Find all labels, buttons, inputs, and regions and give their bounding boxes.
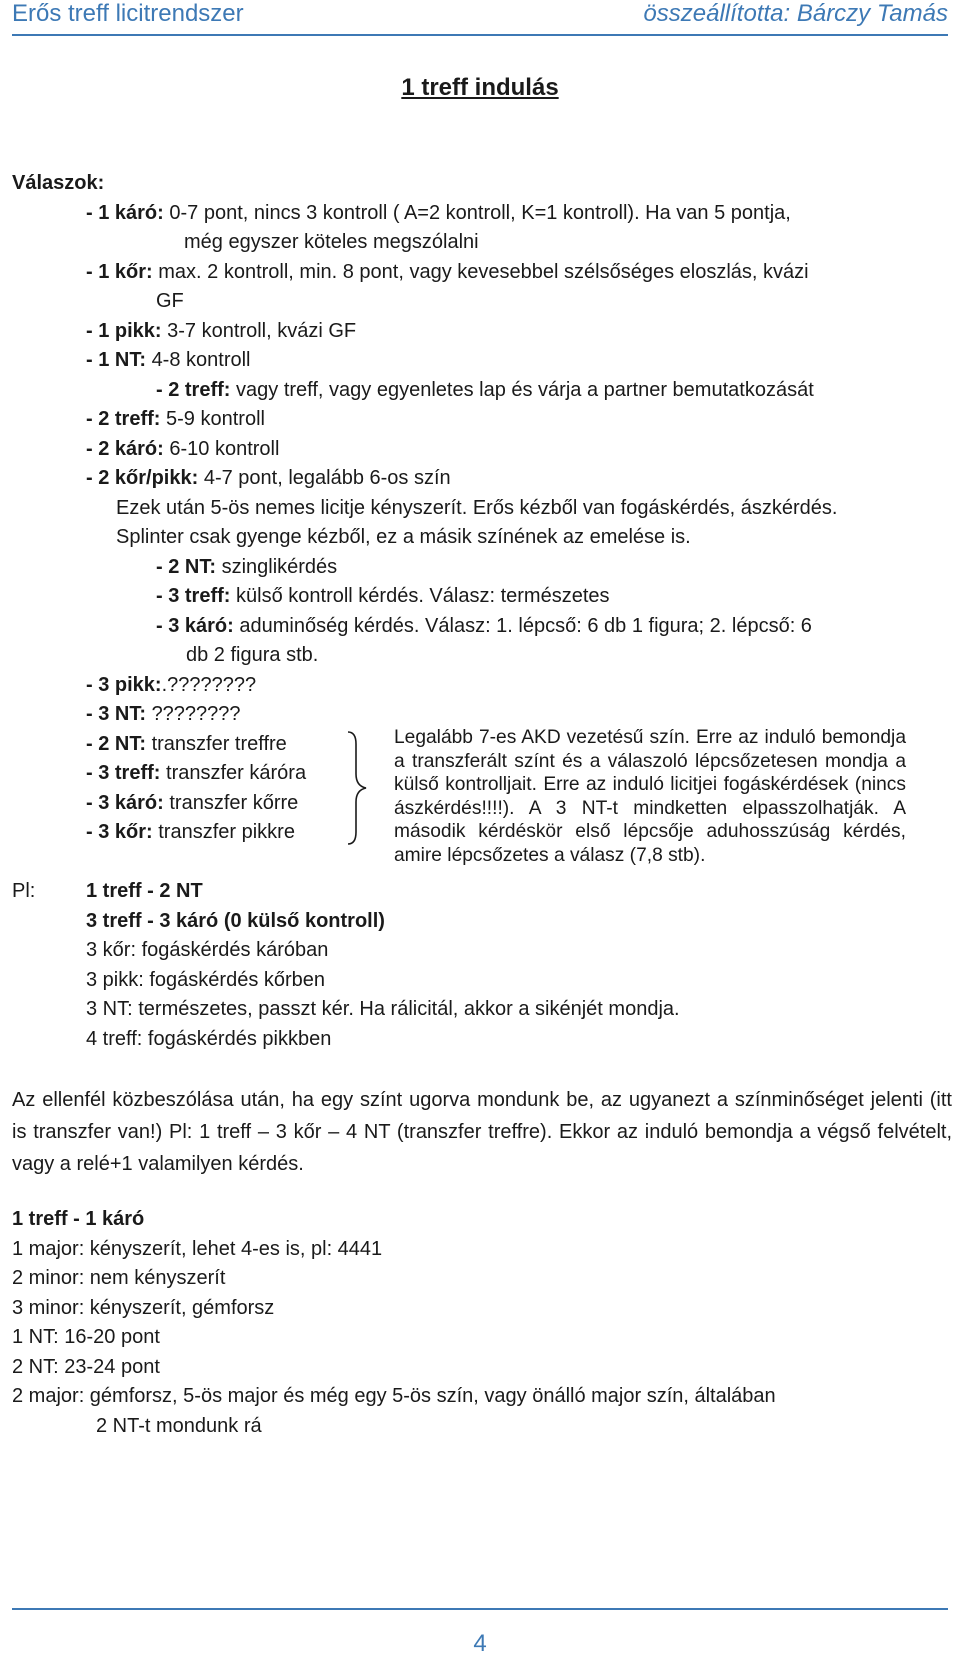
answer-1nt-rebid: - 2 treff: vagy treff, vagy egyenletes lap és várja a partner bemutatkozását: [156, 379, 814, 401]
weak-note-1: Ezek után 5-ös nemes licitje kényszerít. Erős kézből van fogáskérdés, ászkérdés.: [116, 497, 838, 519]
section-line: 2 minor: nem kényszerít: [12, 1267, 226, 1289]
example-line: 3 pikk: fogáskérdés kőrben: [86, 969, 326, 991]
example-line: 3 treff - 3 káró (0 külső kontroll): [86, 910, 385, 932]
section-line: 2 NT-t mondunk rá: [96, 1415, 262, 1437]
example-line: 1 treff - 2 NT: [86, 880, 203, 902]
weak-note-2: Splinter csak gyenge kézből, ez a másik színének az emelése is.: [116, 526, 691, 548]
answer-1-diamond: - 1 káró: 0-7 pont, nincs 3 kontroll ( A=2 kontroll, K=1 kontroll). Ha van 5 pontja,: [86, 202, 791, 224]
page-title: 1 treff indulás: [401, 74, 559, 101]
section-line: 1 major: kényszerít, lehet 4-es is, pl: 4441: [12, 1238, 383, 1260]
answer-1-nt: - 1 NT: 4-8 kontroll: [86, 349, 251, 371]
header-divider: [12, 34, 948, 36]
running-header-right: összeállította: Bárczy Tamás: [643, 0, 948, 27]
answer-3-nt: - 3 NT: ????????: [86, 703, 241, 725]
section-line: 1 NT: 16-20 pont: [12, 1326, 160, 1348]
example-line: 3 NT: természetes, passzt kér. Ha rálicitál, akkor a sikénjét mondja.: [86, 998, 680, 1020]
weak-followup-3d-cont: db 2 figura stb.: [186, 644, 319, 666]
answer-1-diamond-cont: még egyszer köteles megszólalni: [184, 231, 479, 253]
answer-1-spade: - 1 pikk: 3-7 kontroll, kvázi GF: [86, 320, 357, 342]
answer-2-diamond: - 2 káró: 6-10 kontroll: [86, 438, 280, 460]
curly-brace: [344, 728, 374, 848]
interference-paragraph: Az ellenfél közbeszólása után, ha egy színt ugorva mondunk be, az ugyanezt a színminőséget jelenti (itt is transzfer van!) Pl: 1 treff – 3 kőr – 4 NT (transzfer treffre). Ekkor az induló bemondja a végső felvételt, vagy a relé+1 valamilyen kérdés.: [12, 1089, 952, 1175]
example-line: 3 kőr: fogáskérdés káróban: [86, 939, 329, 961]
transfer-spades: - 3 kőr: transzfer pikkre: [86, 821, 295, 843]
section-line: 2 major: gémforsz, 5-ös major és még egy 5-ös szín, vagy önálló major szín, általában: [12, 1385, 776, 1407]
transfer-diamonds: - 3 treff: transzfer káróra: [86, 762, 307, 784]
section-line: 2 NT: 23-24 pont: [12, 1356, 160, 1378]
answer-1-heart-cont: GF: [156, 290, 184, 312]
transfer-explanation: Legalább 7-es AKD vezetésű szín. Erre az induló bemondja a transzferált színt és a válaszoló lépcsőzetesen mondja a külső kontrolljait. Erre az induló licitjei fogáskérdések (nincs ászkérdés!!!!). A 3 NT-t mindketten elpasszolhatják. A második kérdéskör első lépcsője aduhosszúság kérdés, amire lépcsőzetes a válasz (7,8 stb).: [394, 727, 906, 866]
weak-followup-3d: - 3 káró: aduminőség kérdés. Válasz: 1. lépcső: 6 db 1 figura; 2. lépcső: 6: [156, 615, 812, 637]
footer-divider: [12, 1608, 948, 1610]
answer-3-spade: - 3 pikk:.????????: [86, 674, 257, 696]
example-label: Pl:: [12, 880, 36, 902]
answer-2-club: - 2 treff: 5-9 kontroll: [86, 408, 265, 430]
section-line: 3 minor: kényszerít, gémforsz: [12, 1297, 275, 1319]
answers-heading: Válaszok:: [12, 172, 105, 194]
answer-1-heart: - 1 kőr: max. 2 kontroll, min. 8 pont, vagy kevesebbel szélsőséges eloszlás, kvázi: [86, 261, 809, 283]
example-line: 4 treff: fogáskérdés pikkben: [86, 1028, 332, 1050]
page-number: 4: [473, 1630, 487, 1657]
section-title: 1 treff - 1 káró: [12, 1208, 145, 1230]
weak-followup-3c: - 3 treff: külső kontroll kérdés. Válasz: természetes: [156, 585, 610, 607]
answer-2-major: - 2 kőr/pikk: 4-7 pont, legalább 6-os szín: [86, 467, 451, 489]
transfer-clubs: - 2 NT: transzfer treffre: [86, 733, 287, 755]
running-header-left: Erős treff licitrendszer: [12, 0, 244, 27]
transfer-hearts: - 3 káró: transzfer kőrre: [86, 792, 299, 814]
weak-followup-2nt: - 2 NT: szinglikérdés: [156, 556, 338, 578]
